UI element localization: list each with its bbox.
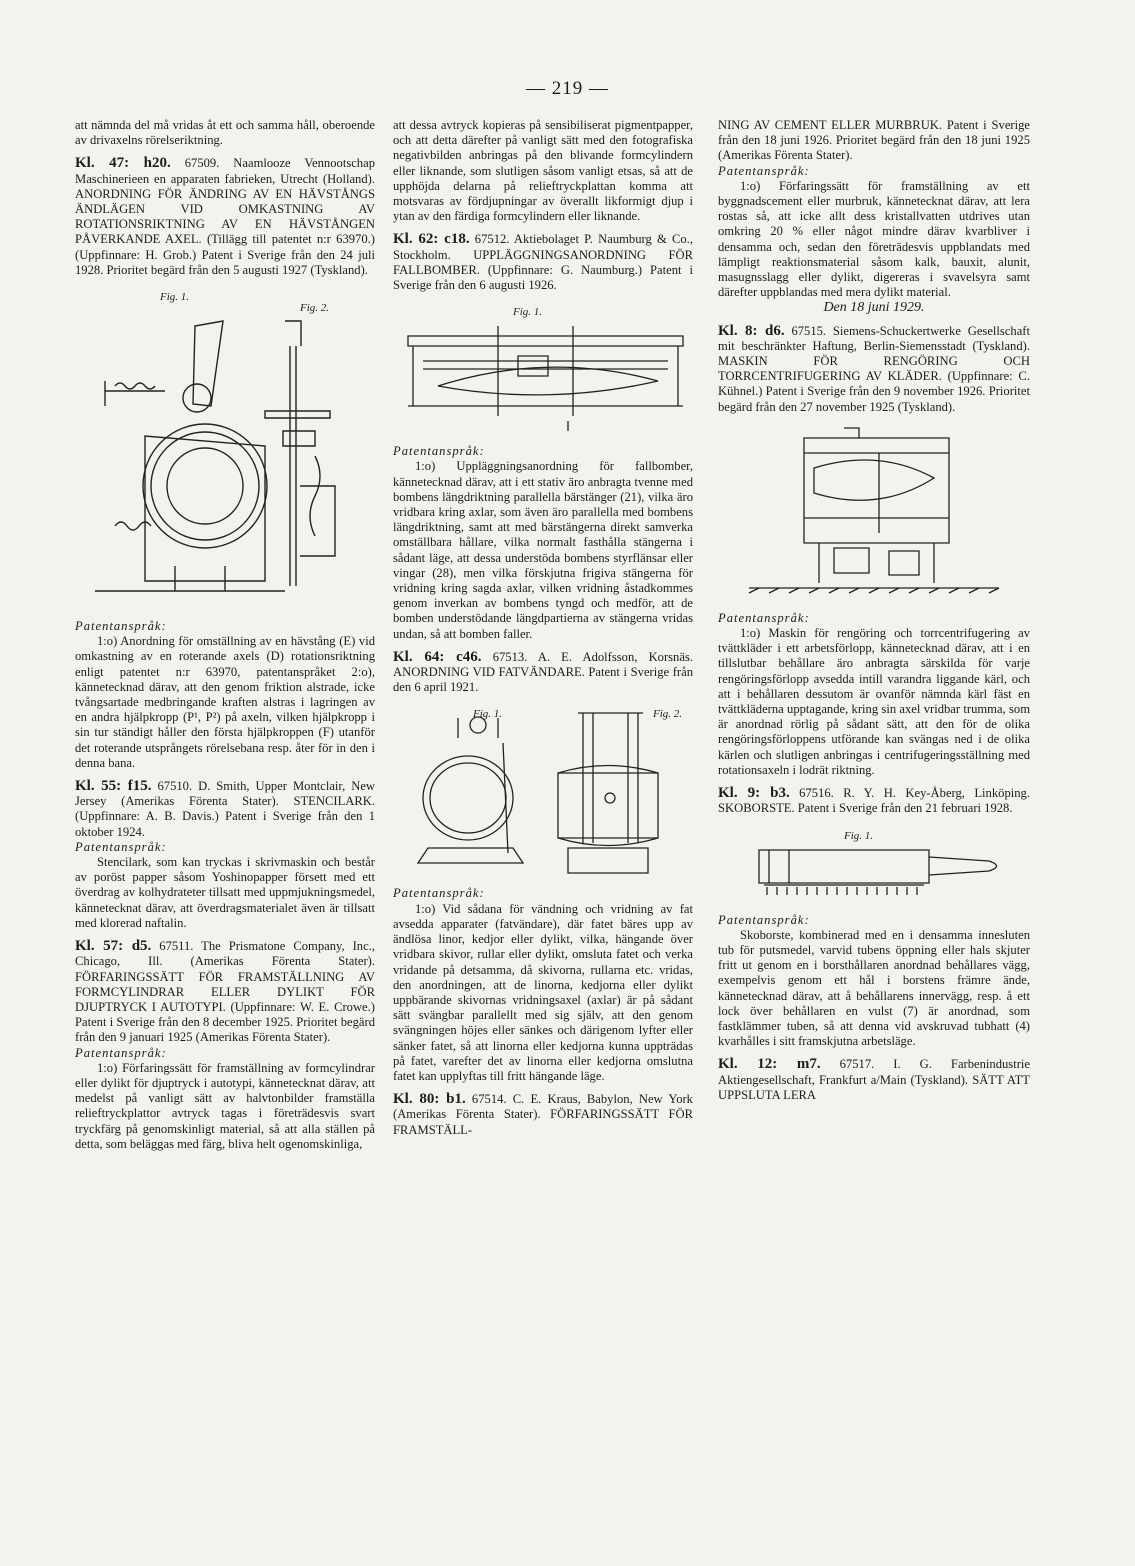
claim-text: 1:o) Vid sådana för vändning och vridning av fat avsedda apparater (fatvändare), där fatet bäres upp av ändlösa linor, kedjor eller dylikt, vilka, hängande över vridbara skivor, rullar eller dylikt, omsluta fatet och verka vridande på detsamma, då skivorna, rullarna etc. vridas, den anordningen, att de linorna, kedjorna eller dylikt uppbärande skivornas vridningsaxel (axlar) är på sådant sätt svängbar parallellt med sig själv, att den genom svängningen höjes eller sänkes och därigenom lyfter eller sänker fatet, så att linorna eller kedjorna kunna uppträdas på fatet, varefter det av linorna eller kedjorna omslutna fatet kan upplyftas till fritt hängande läge. <box>393 901 693 1083</box>
entry-text: 67511. The Prismatone Company, Inc., Chicago, Ill. (Amerikas Förenta Stater). FÖRFARINGSSÄTT FÖR FRAMSTÄLLNING AV FORMCYLINDRAR ELLER DYLIKT FÖR DJUPTRYCK I AUTOTYPI. (Uppfinnare: W. E. Crowe.) Patent i Sverige från den 8 december 1925. Prioritet begärd från den 9 januari 1925 (Amerikas Förenta Stater). <box>75 939 375 1045</box>
claim-text: 1:o) Anordning för omställning av en hävstång (E) vid omkastning av en roterande axels (D) rotationsriktning enligt patentet n:r 63970, patentanspråket 2:o), kännetecknad därav, att den genom friktion alstrade, icke tvångsartade medbringande kraften alstras i lagringen av en andra hjälpkropp (P¹, P²) på axeln, vilken hjälpkropp i sin tur ständigt håller den första hjälpkroppen (F) utanför det roterande utsprångets rörelsebana resp. åter för in den i denna bana. <box>75 634 375 770</box>
entry-heading: Kl. 64: c46. <box>393 648 482 665</box>
figure-hevstang <box>85 286 365 611</box>
claim-text: Skoborste, kombinerad med en i densamma innesluten tub för putsmedel, varvid tubens öppning eller hals skjuter fritt ut genom en i borsthållaren anordnad behållares vägg, exempelvis genom ett hål i borstens främre ände, kännetecknad därav, att å behållarens innervägg, resp. å ett lock över behållaren en vulst (7) är anordnad, som fastklämmer tuben, så att denna vid avskruvad tubhatt (4) kvarhålles i sitt framskjutna arbetsläge. <box>718 927 1030 1049</box>
entry-text: 67510. D. Smith, Upper Montclair, New Jersey (Amerikas Förenta Stater). STENCILARK. (Uppfinnare: A. B. Davis.) Patent i Sverige från den 1 oktober 1924. <box>75 779 376 839</box>
figure-skoborste <box>729 825 1019 905</box>
entry-kl57 <box>75 939 375 1152</box>
fig-label: Fig. 1. <box>160 291 190 304</box>
date-heading: Den 18 juni 1929. <box>823 300 925 316</box>
claims-heading: Patentanspråk: <box>75 1045 167 1060</box>
claim-text: 1:o) Förfaringssätt för framställning av ett byggnadscement eller murbruk, kännetecknat därav, att lera rostas så, att icke allt dess kristallvatten utdrives utan omkring 20 % eller något mindre därav kvarbliver i densamma och, sedan den företrädesvis uppblandats med lämpligt reaktionsmaterial såsom kalk, bauxit, alunit, masugnsslagg eller dylikt, digereras i svavelsyra samt därefter uppblandas med mera dylikt material. <box>718 178 1030 300</box>
fig-label: Fig. 1. <box>844 829 874 842</box>
column-1 <box>75 118 375 1152</box>
figure-tvattmaskin <box>729 423 1019 603</box>
entry-kl80 <box>393 1092 693 1138</box>
claims-heading: Patentanspråk: <box>718 912 810 927</box>
entry-heading: Kl. 9: b3. <box>718 785 790 802</box>
claim-text: 1:o) Förfaringssätt för framställning av formcylindrar eller dylikt för djuptryck i autotypi, kännetecknat därav, att medelst på vanligt sätt av halvtonbilder framställa relieftryckplattor avtryck tagas i företrädesvis svart tryckfärg på genomskinligt material, så att alla ställen på detta, som beläggas med färg, bliva helt ogenomskinliga, <box>75 1060 375 1151</box>
entry-kl64 <box>393 650 693 696</box>
figure-fatvandare <box>398 703 688 878</box>
entry-heading: Kl. 8: d6. <box>718 322 785 339</box>
entry-kl12 <box>718 1057 1030 1103</box>
fig-label: Fig. 1. <box>473 708 503 721</box>
entry-text: 67515. Siemens-Schuckertwerke Gesellschaft mit beschränkter Haftung, Berlin-Siemensstadt (Tyskland). MASKIN FÖR RENGÖRING OCH TORRCENTRIFUGERING AV KLÄDER. (Uppfinnare: C. Kühnel.) Patent i Sverige från den 9 november 1926. Prioritet begärd från den 27 november 1925 (Tyskland). <box>718 323 1030 414</box>
col1-intro: att nämnda del må vridas åt ett och samma håll, oberoende av drivaxelns rörelseriktning. <box>75 118 375 148</box>
claims-heading: Patentanspråk: <box>718 163 810 178</box>
entry-text: 67513. A. E. Adolfsson, Korsnäs. ANORDNING VID FATVÄNDARE. Patent i Sverige från den 6 april 1921. <box>393 649 693 695</box>
claims-heading: Patentanspråk: <box>75 839 167 854</box>
col2-intro: att dessa avtryck kopieras på sensibiliserat pigmentpapper, och att detta därefter på vanligt sätt med den fotografiska negativbilden anbringas på den blivande formcylindern eller liknande, som slutligen såsom vanligt etsas, så att de upphöjda delarna på relieftryckplattan komma att motsvaras av fördjupningar av överallt likformigt djup i ytan av den färdiga formcylindern eller liknande. <box>393 118 693 224</box>
claims-heading: Patentanspråk: <box>718 610 810 625</box>
entry-text: 67517. I. G. Farbenindustrie Aktiengesellschaft, Frankfurt a/Main (Tyskland). SÄTT ATT UPPSLUTA LERA <box>718 1057 1030 1102</box>
entry-heading: Kl. 62: c18. <box>393 231 470 248</box>
entry-kl55 <box>75 779 375 931</box>
claim-text: 1:o) Maskin för rengöring och torrcentrifugering av tvättkläder i ett arbetsförlopp, kännetecknad därav, att i en tillslutbar behållare äro anbragta särskilda för varje rengöringsförlopp avsedda intill varandra liggande kärl, och att i behållaren dessutom är ovanför nämnda kärl fäst en tvättkläderna upptagande, kring sin axel vridbar trumma, som är anordnad rörlig på sådant sätt, att den för de olika rengöringsförloppens utförande kan svängas ned i de olika kärlen och slutligen anbringas i centrifugeringsställning med rotationsaxeln i lodrät riktning. <box>718 626 1030 777</box>
col3-intro: NING AV CEMENT ELLER MURBRUK. Patent i Sverige från den 18 juni 1926. Prioritet begärd från den 18 juni 1925 (Amerikas Förenta Stater). <box>718 118 1030 163</box>
entry-heading: Kl. 12: m7. <box>718 1056 821 1073</box>
page-number: — 219 — <box>526 78 609 99</box>
figure-fallbomb <box>398 301 688 436</box>
column-3 <box>718 118 1030 1103</box>
claims-heading: Patentanspråk: <box>393 886 485 901</box>
claims-heading: Patentanspråk: <box>75 619 167 634</box>
entry-text: 67516. R. Y. H. Key-Åberg, Linköping. SKOBORSTE. Patent i Sverige från den 21 februari 1928. <box>718 786 1030 816</box>
entry-kl9 <box>718 786 1030 816</box>
entry-heading: Kl. 80: b1. <box>393 1091 466 1108</box>
entry-heading: Kl. 55: f15. <box>75 778 152 795</box>
claim-text: 1:o) Uppläggningsanordning för fallbomber, kännetecknad därav, att i ett stativ äro anbragta tvenne med bombens längdriktning parallella bärstänger (21), vilka äro vridbara kring axlar, som även äro parallella med bombens längdriktning, samt att med bärstängerna direkt samverka omställbara hållare, vilka normalt fasthålla stängerna i sådant läge, att dessa understöda bombens styrflänsar eller vingar (28), men vilka förskjutna frigiva stängerna för vridning kring sagda axlar, vilken vridning åstadkommes genom inverkan av bombens tyngd och medför, att de bomben understödande längdpartierna av stängerna vridas undan, så att bomben faller. <box>393 459 693 641</box>
entry-heading: Kl. 57: d5. <box>75 938 152 955</box>
entry-text: 67514. C. E. Kraus, Babylon, New York (Amerikas Förenta Stater). FÖRFARINGSSÄTT FÖR FRAMSTÄLL- <box>393 1092 693 1137</box>
entry-kl47 <box>75 156 375 278</box>
claims-heading: Patentanspråk: <box>393 444 485 459</box>
entry-kl62 <box>393 232 693 293</box>
entry-text: 67512. Aktiebolaget P. Naumburg & Co., Stockholm. UPPLÄGGNINGSANORDNING FÖR FALLBOMBER. (Uppfinnare: G. Naumburg.) Patent i Sverige från den 6 augusti 1926. <box>393 232 693 293</box>
fig-label: Fig. 2. <box>300 302 330 315</box>
entry-kl8 <box>718 324 1030 415</box>
entry-heading: Kl. 47: h20. <box>75 155 171 172</box>
column-2 <box>393 118 693 1138</box>
fig-label: Fig. 1. <box>513 306 543 319</box>
claim-text: Stencilark, som kan tryckas i skrivmaskin och består av poröst papper såsom Yoshinopapper försett med ett överdrag av kolhydrateter tillsatt med uppmjukningsmedel, kännetecknat därav, att överdragsmaterialet även är tillsatt med klorerad naftalin. <box>75 855 375 930</box>
fig-label: Fig. 2. <box>653 708 683 721</box>
entry-text: 67509. Naamlooze Vennootschap Maschinerieen en apparaten fabrieken, Utrecht (Holland). ANORDNING FÖR ÄNDRING AV EN HÄVSTÅNGS ÄNDLÄGEN VID OMKASTNING AV ROTATIONSRIKTNING AV EN HÄVSTÅNGEN PÅVERKANDE AXEL. (Tillägg till patentet n:r 63970.) (Uppfinnare: H. Grob.) Patent i Sverige från den 24 juli 1928. Prioritet begärd från den 5 augusti 1927 (Tyskland). <box>75 156 375 277</box>
